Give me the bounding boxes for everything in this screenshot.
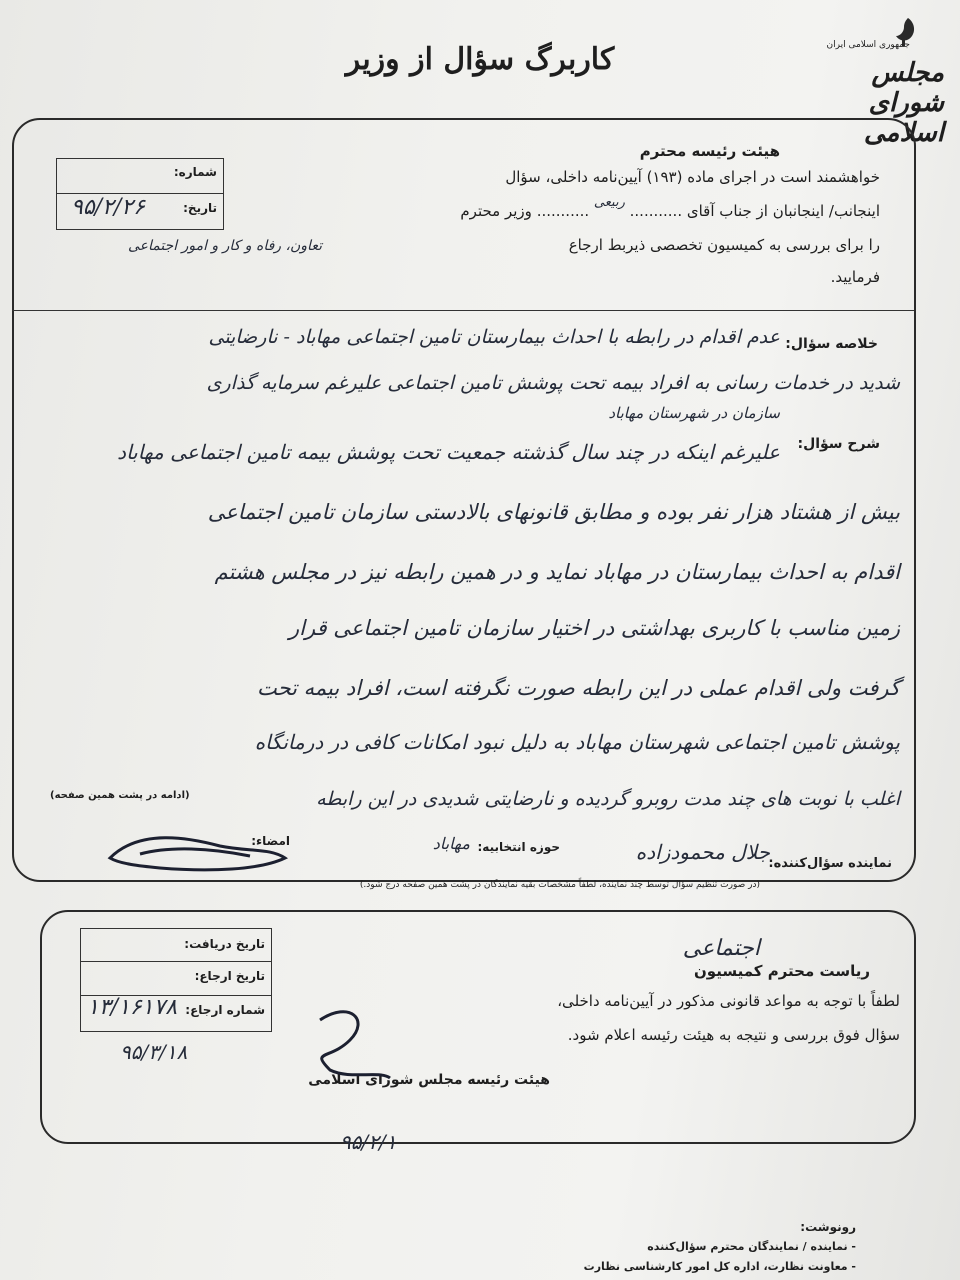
description-label: شرح سؤال: bbox=[797, 436, 880, 452]
district-label: حوزه انتخابیه: bbox=[477, 840, 560, 854]
request-line-4: فرمایید. bbox=[830, 268, 880, 286]
signature-scribble bbox=[100, 818, 300, 882]
refer-date-label: تاریخ ارجاع: bbox=[194, 969, 265, 983]
board-label: هیئت رئیسه مجلس شورای اسلامی bbox=[308, 1072, 550, 1088]
summary-line-2: شدید در خدمات رسانی به افراد بیمه تحت پوشش تامین اجتماعی علیرغم سرمایه گذاری bbox=[206, 372, 900, 394]
form-title: کاربرگ سؤال از وزیر bbox=[345, 42, 615, 77]
description-line-4: زمین مناسب با کاربری بهداشتی در اختیار سازمان تامین اجتماعی قرار bbox=[289, 616, 900, 640]
copy-line-1: - نماینده / نمایندگان محترم سؤال‌کننده bbox=[647, 1240, 856, 1253]
commission-name: اجتماعی bbox=[682, 936, 760, 961]
summary-line-3: سازمان در شهرستان مهاباد bbox=[608, 404, 780, 422]
number-label: شماره: bbox=[173, 165, 217, 179]
logo-text: مجلس شورای اسلامی bbox=[863, 58, 944, 148]
logo-subtext: جمهوری اسلامی ایران bbox=[826, 40, 910, 50]
line2-dots: ........... bbox=[629, 202, 683, 220]
ministry-name: تعاون، رفاه و کار و امور اجتماعی bbox=[128, 238, 322, 254]
refer-number-label: شماره ارجاع: bbox=[185, 1003, 265, 1017]
signature-icon-2 bbox=[290, 1000, 410, 1090]
date-label: تاریخ: bbox=[183, 201, 217, 215]
district-value: مهاباد bbox=[432, 834, 470, 853]
board-signature bbox=[290, 1000, 410, 1094]
referral-line-2: سؤال فوق بررسی و نتیجه به هیئت رئیسه اعلام شود. bbox=[567, 1026, 900, 1044]
copy-label: رونوشت: bbox=[800, 1220, 856, 1234]
date-below-table: ۹۵/۳/۱۸ bbox=[120, 1040, 188, 1064]
sign-label: امضاء: bbox=[251, 834, 290, 848]
description-line-3: اقدام به احداث بیمارستان در مهاباد نماید و در همین رابطه نیز در مجلس هشتم bbox=[214, 560, 900, 584]
description-line-7: اغلب با نوبت های چند مدت روبرو گردیده و نارضایتی شدیدی در این رابطه bbox=[316, 788, 900, 810]
line2-dots-2: ........... bbox=[536, 202, 590, 220]
receive-date-label: تاریخ دریافت: bbox=[184, 937, 265, 951]
refer-number-value: ۱۳/۱۶۱۷۸ bbox=[87, 995, 178, 1020]
salutation: هیئت رئیسه محترم bbox=[639, 142, 780, 160]
rep-label: نماینده سؤال‌کننده: bbox=[768, 856, 892, 871]
description-line-6: پوشش تامین اجتماعی شهرستان مهاباد به دلیل نبود امکانات کافی در درمانگاه bbox=[254, 730, 900, 754]
request-line-1: خواهشمند است در اجرای ماده (۱۹۳) آیین‌نامه داخلی، سؤال bbox=[505, 168, 880, 186]
board-date: ۹۵/۲/۱ bbox=[340, 1130, 397, 1154]
referral-line-1: لطفاً با توجه به مواعد قانونی مذکور در آیین‌نامه داخلی، bbox=[557, 992, 900, 1010]
parliament-logo bbox=[790, 10, 950, 148]
description-line-5: گرفت ولی اقدام عملی در این رابطه صورت نگرفته است، افراد بیمه تحت bbox=[256, 676, 900, 700]
description-line-1: علیرغم اینکه در چند سال گذشته جمعیت تحت پوشش بیمه تامین اجتماعی مهاباد bbox=[117, 440, 780, 464]
divider bbox=[12, 310, 914, 311]
request-line-2 bbox=[240, 195, 880, 220]
line2-part1: اینجانب/ اینجانبان از جناب آقای bbox=[686, 202, 880, 220]
referral-table bbox=[80, 928, 272, 1032]
summary-label: خلاصه سؤال: bbox=[785, 336, 878, 352]
footnote: (در صورت تنظیم سؤال توسط چند نماینده، لطفاً مشخصات بقیه نمایندگان در پشت همین صفحه درج شود.) bbox=[359, 880, 760, 890]
line2-part2: وزیر محترم bbox=[460, 202, 532, 220]
signature-icon bbox=[100, 818, 300, 878]
line3-printed: را برای بررسی به کمیسیون تخصصی ذیربط ارجاع bbox=[568, 236, 880, 254]
rep-name: جلال محمودزاده bbox=[635, 840, 770, 864]
date-value: ۹۵/۲/۲۶ bbox=[71, 195, 145, 220]
number-date-table bbox=[56, 158, 224, 230]
summary-line-1: عدم اقدام در رابطه با احداث بیمارستان تامین اجتماعی مهاباد - نارضایتی bbox=[208, 326, 780, 348]
copy-line-2: - معاونت نظارت، اداره کل امور کارشناسی نظارت bbox=[583, 1260, 856, 1273]
commission-label: ریاست محترم کمیسیون bbox=[693, 962, 870, 980]
continued-note: (ادامه در پشت همین صفحه) bbox=[50, 790, 190, 801]
minister-name: ربیعی bbox=[593, 195, 625, 210]
description-line-2: بیش از هشتاد هزار نفر بوده و مطابق قانونهای بالادستی سازمان تامین اجتماعی bbox=[207, 500, 900, 524]
